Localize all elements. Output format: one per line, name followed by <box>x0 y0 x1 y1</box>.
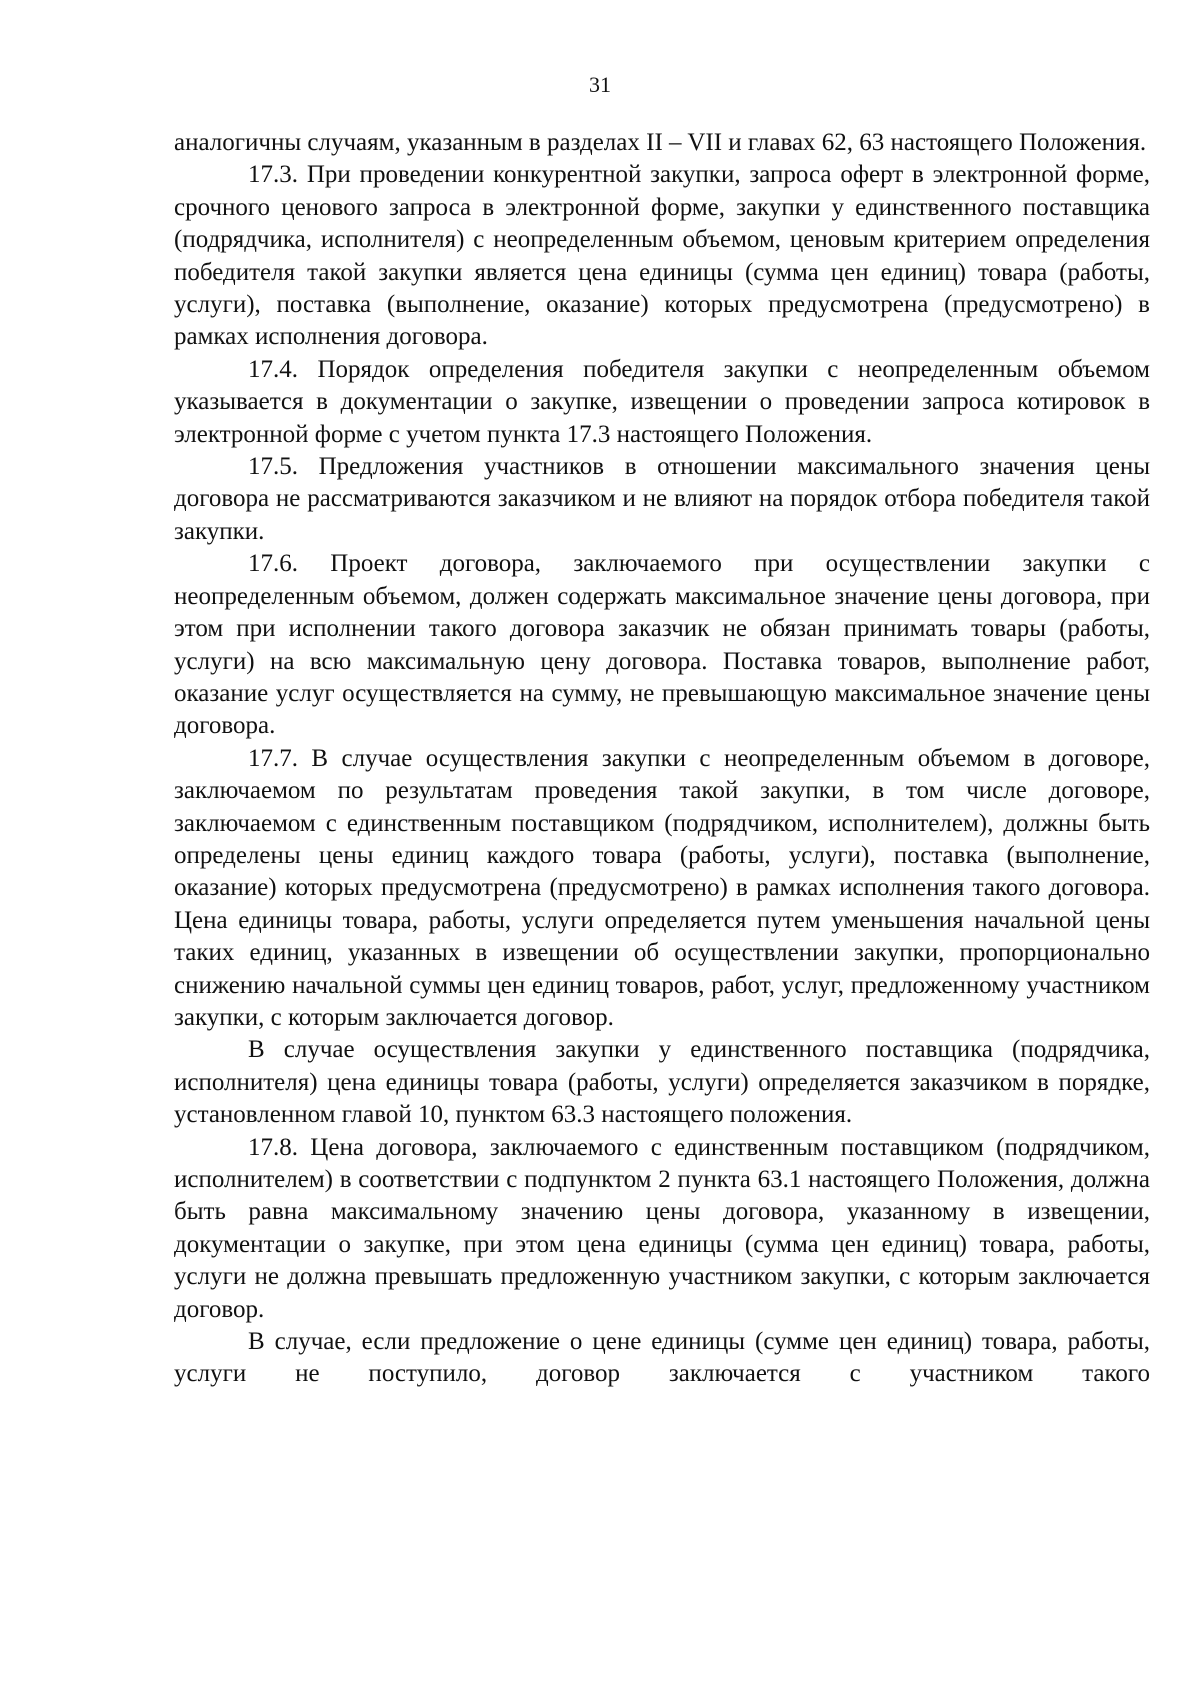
paragraph-17-7: 17.7. В случае осуществления закупки с неопределенным объемом в договоре, заключаемом по результатам проведения такой закупки, в том числе договоре, заключаемом с единственным поставщиком (подрядчиком, исполнителем), должны быть определены цены единиц каждого товара (работы, услуги), поставка (выполнение, оказание) которых предусмотрена (предусмотрено) в рамках исполнения такого договора. Цена единицы товара, работы, услуги определяется путем уменьшения начальной цены таких единиц, указанных в извещении об осуществлении закупки, пропорционально снижению начальной суммы цен единиц товаров, работ, услуг, предложенному участником закупки, с которым заключается договор. <box>174 744 1150 1031</box>
paragraph-17-6: 17.6. Проект договора, заключаемого при осуществлении закупки с неопределенным объемом, должен содержать максимальное значение цены договора, при этом при исполнении такого договора заказчик не обязан принимать товары (работы, услуги) на всю максимальную цену договора. Поставка товаров, выполнение работ, оказание услуг осуществляется на сумму, не превышающую максимальное значение цены договора. <box>174 550 1150 740</box>
paragraph-17-8-no-offer: В случае, если предложение о цене единицы (сумме цен единиц) товара, работы, услуги не поступило, договор заключается с участником такого <box>174 1328 1150 1388</box>
paragraph-17-7-sole-supplier: В случае осуществления закупки у единственного поставщика (подрядчика, исполнителя) цена единицы товара (работы, услуги) определяется заказчиком в порядке, установленном главой 10, пунктом 63.3 настоящего положения. <box>174 1036 1150 1129</box>
paragraph-17-8: 17.8. Цена договора, заключаемого с единственным поставщиком (подрядчиком, исполнителем) в соответствии с подпунктом 2 пункта 63.1 настоящего Положения, должна быть равна максимальному значению цены договора, указанному в извещении, документации о закупке, при этом цена единицы (сумма цен единиц) товара, работы, услуги не должна превышать предложенную участником закупки, с которым заключается договор. <box>174 1133 1150 1323</box>
paragraph-continuation: аналогичны случаям, указанным в разделах II – VII и главах 62, 63 настоящего Положения. <box>174 129 1147 156</box>
paragraph-17-3: 17.3. При проведении конкурентной закупки, запроса оферт в электронной форме, срочного ценового запроса в электронной форме, закупки у единственного поставщика (подрядчика, исполнителя) с неопределенным объемом, ценовым критерием определения победителя такой закупки является цена единицы (сумма цен единиц) товара (работы, услуги), поставка (выполнение, оказание) которых предусмотрена (предусмотрено) в рамках исполнения договора. <box>174 161 1150 351</box>
page-number: 31 <box>589 72 611 97</box>
document-body <box>174 127 1150 1391</box>
paragraph-17-4: 17.4. Порядок определения победителя закупки с неопределенным объемом указывается в документации о закупке, извещении о проведении запроса котировок в электронной форме с учетом пункта 17.3 настоящего Положения. <box>174 355 1150 448</box>
paragraph-17-5: 17.5. Предложения участников в отношении максимального значения цены договора не рассматриваются заказчиком и не влияют на порядок отбора победителя такой закупки. <box>174 453 1150 545</box>
